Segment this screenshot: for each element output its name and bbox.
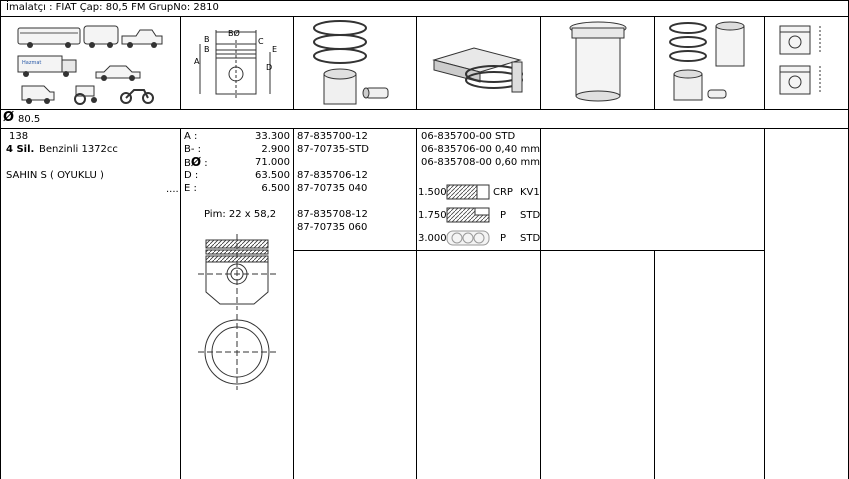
piston-code-1a: 87-835700-12 [297,131,368,142]
piston-code-3b: 87-70735 060 [297,222,368,233]
ring-icon-1 [447,184,491,200]
diagram-label-d: D [266,63,273,72]
diameter-bar [1,110,848,128]
ring-size-2: 1.750 [418,210,447,221]
vehicle-model: SAHIN S ( OYUKLU ) [6,170,104,181]
piston-code-3a: 87-835708-12 [297,209,368,220]
dim-value-e: 6.500 [261,183,290,194]
ring-type-3: P [500,233,507,244]
ring-code-1: 06-835700-00 STD [421,131,516,142]
diagram-label-b2: B [204,45,210,54]
dim-value-d: 63.500 [255,170,290,181]
dim-label-d: D : [184,170,199,181]
diagram-label-bdia: BØ [228,29,240,38]
piston-code-2a: 87-835706-12 [297,170,368,181]
dim-label-e: E : [184,183,197,194]
piston-technical-drawing [186,232,290,372]
ring-icon-2 [447,207,491,223]
ring-icon-3 [447,229,491,247]
vehicles-image [14,20,174,106]
cylinder-liner-image [548,20,648,106]
diameter-small-icon: Ø [190,155,202,169]
ring-size-3: 3.000 [418,233,447,244]
dim-value-a: 33.300 [255,131,290,142]
svg-text:Hazmat: Hazmat [22,60,42,66]
pin-size: Pim: 22 x 58,2 [204,209,277,220]
ring-code-2: 06-835706-00 0,40 mm [421,144,540,155]
vehicle-cylinders: 4 Sil. [6,144,35,155]
ring-type-1: CRP [493,187,513,198]
diagram-label-a: A [194,57,200,66]
dim-label-a: A : [184,131,198,142]
diagram-label-c: C [258,37,264,46]
diameter-icon: Ø [3,110,15,125]
kit-image [660,20,760,106]
ring-spec-3: STD [520,233,541,244]
header-title: İmalatçı : FIAT Çap: 80,5 FM GrupNo: 2810 [6,2,219,13]
dim-label-b: B- : [184,144,202,155]
diagram-label-b1: B [204,35,210,44]
vehicle-dots: .... [166,184,179,195]
piston-code-2b: 87-70735 040 [297,183,368,194]
dim-label-bdia: BØ : [184,155,208,169]
vehicle-engine: Benzinli 1372cc [39,144,118,155]
ring-spec-2: STD [520,210,541,221]
diagram-label-e: E [272,45,278,54]
dim-label-bdia-text: B [184,158,191,169]
piston-section-image [770,20,846,106]
piston-code-1b: 87-70735-STD [297,144,369,155]
piston-with-rings-image [300,20,410,106]
vehicle-code: 138 [9,131,29,142]
diameter-value: 80.5 [18,114,41,125]
ring-tool-image [424,20,534,106]
ring-type-2: P [500,210,507,221]
ring-code-3: 06-835708-00 0,60 mm [421,157,540,168]
ring-size-1: 1.500 [418,187,447,198]
ring-spec-1: KV1 [520,187,540,198]
piston-dimension-diagram [186,20,288,106]
dim-value-bdia: 71.000 [255,157,290,168]
dim-value-b: 2.900 [261,144,290,155]
